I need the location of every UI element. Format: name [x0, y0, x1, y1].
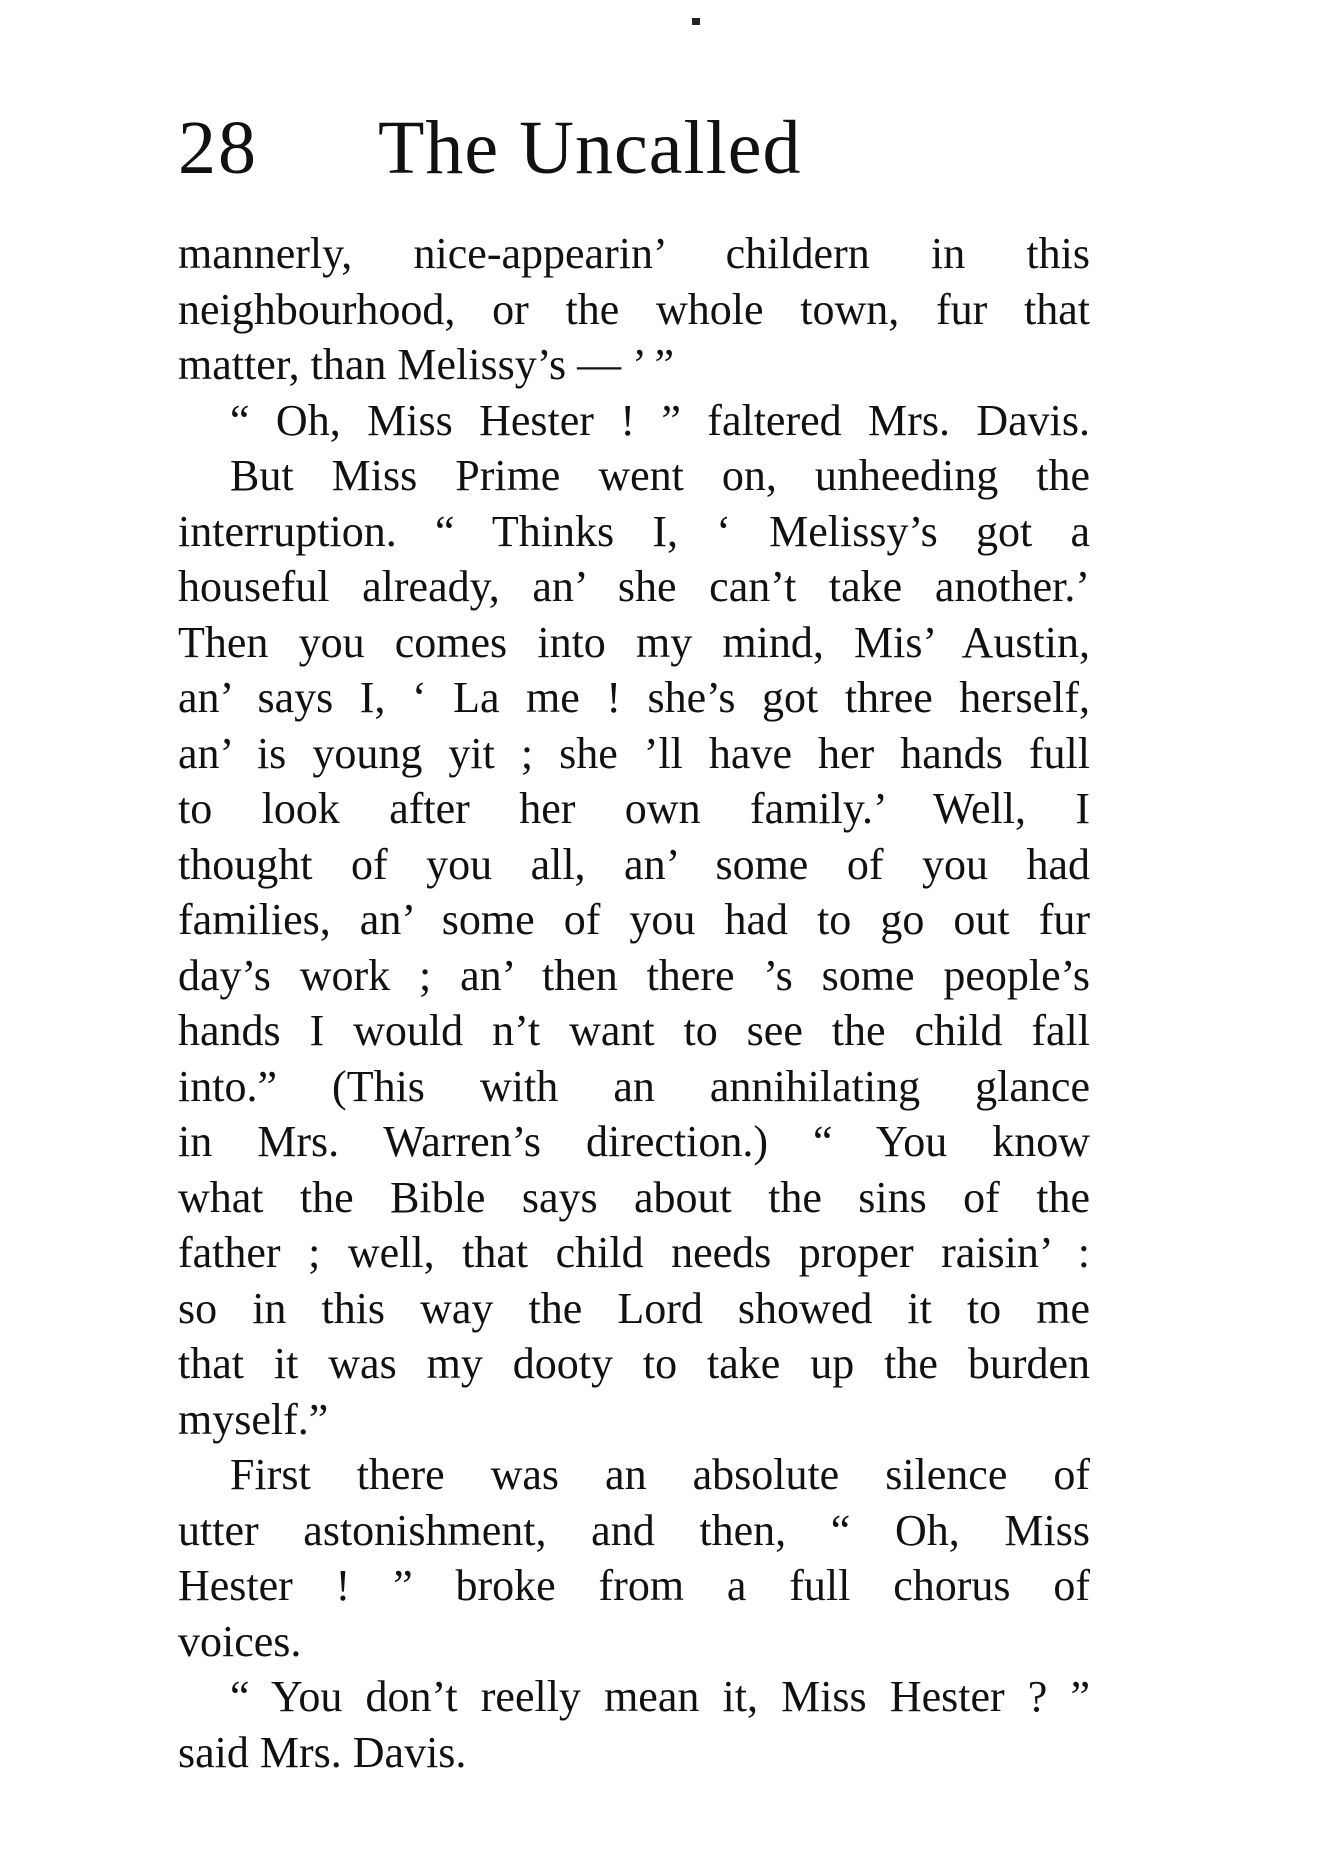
text-line: father ; well, that child needs proper raisin’ : — [178, 1228, 1090, 1277]
text-line: an’ is young yit ; she ’ll have her hands full — [178, 728, 1090, 778]
page-header — [178, 105, 801, 200]
text-line: said Mrs. Davis. — [178, 1727, 467, 1777]
text-line: myself.” — [178, 1394, 329, 1444]
print-mark — [692, 18, 700, 25]
text-line: neighbourhood, or the whole town, fur that — [178, 284, 1090, 334]
text-line: voices. — [178, 1616, 302, 1666]
text-line: But Miss Prime went on, unheeding the — [230, 451, 1090, 500]
running-title: The Uncalled — [378, 106, 802, 190]
text-line: to look after her own family.’ Well, I — [178, 784, 1090, 833]
text-line: “ You don’t reelly mean it, Miss Hester ? ” — [230, 1672, 1090, 1721]
text-line: mannerly, nice-appearin’ childern in this — [178, 229, 1090, 278]
text-line: “ Oh, Miss Hester ! ” faltered Mrs. Davis. — [230, 395, 1090, 445]
text-line: what the Bible says about the sins of the — [178, 1172, 1090, 1222]
text-line: hands I would n’t want to see the child fall — [178, 1006, 1090, 1055]
text-line: into.” (This with an annihilating glance — [178, 1061, 1090, 1111]
text-line: in Mrs. Warren’s direction.) “ You know — [178, 1117, 1090, 1166]
body-text — [178, 226, 1090, 1780]
text-line: families, an’ some of you had to go out fur — [178, 895, 1090, 944]
text-line: Then you comes into my mind, Mis’ Austin, — [178, 617, 1090, 667]
text-line: day’s work ; an’ then there ’s some people’s — [178, 950, 1090, 1000]
text-line: matter, than Melissy’s — ’ ” — [178, 340, 674, 389]
text-line: Hester ! ” broke from a full chorus of — [178, 1561, 1090, 1610]
text-line: interruption. “ Thinks I, ‘ Melissy’s got a — [178, 506, 1090, 556]
text-line: so in this way the Lord showed it to me — [178, 1283, 1090, 1333]
text-line: First there was an absolute silence of — [230, 1450, 1090, 1499]
page-number: 28 — [178, 106, 258, 190]
text-line: houseful already, an’ she can’t take another.’ — [178, 562, 1090, 611]
text-line: thought of you all, an’ some of you had — [178, 839, 1090, 889]
text-line: utter astonishment, and then, “ Oh, Miss — [178, 1505, 1090, 1555]
text-line: an’ says I, ‘ La me ! she’s got three herself, — [178, 673, 1090, 722]
text-line: that it was my dooty to take up the burden — [178, 1339, 1090, 1388]
